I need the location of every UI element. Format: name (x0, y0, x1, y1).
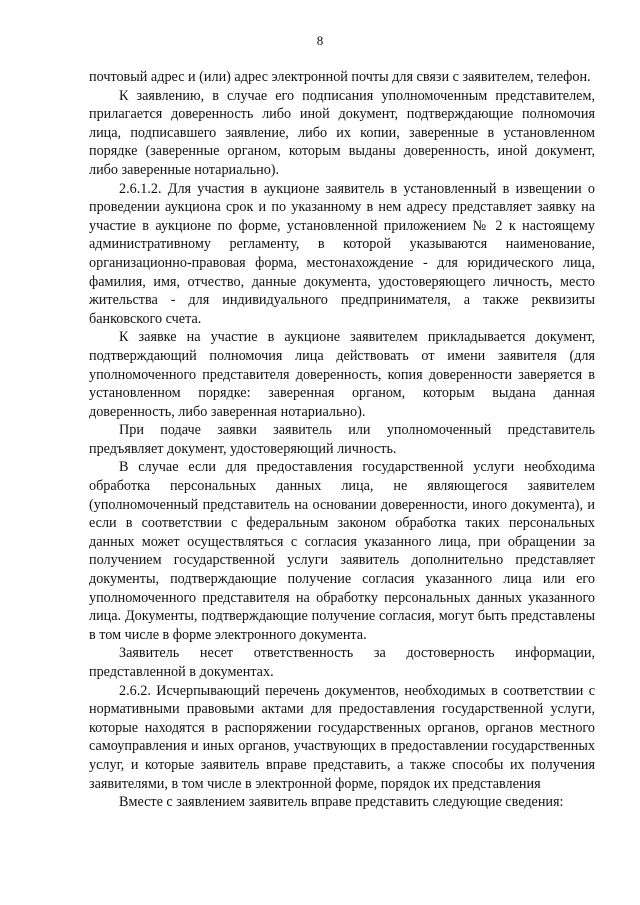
paragraph-responsibility: Заявитель несет ответственность за достоверность информации, представленной в документах. (89, 645, 595, 680)
page-number: 8 (316, 33, 324, 48)
paragraph-contact-info: почтовый адрес и (или) адрес электронной почты для связи с заявителем, телефон. (89, 69, 591, 85)
paragraph-auction-application: 2.6.1.2. Для участия в аукционе заявитель в установленный в извещении о проведении аукциона срок и по указанному в нем адресу представляет заявку на участие в аукционе по форме, установленной приложением № 2 к настоящему административному регламенту, в которой указываются наименование, организационно-правовая форма, местонахождение - для юридического лица, фамилия, имя, отчество, данные документа, удостоверяющего личность, место жительства - для индивидуального предпринимателя, а также реквизиты банковского счета. (89, 180, 595, 327)
document-body (89, 68, 595, 812)
paragraph-application-attachment: К заявке на участие в аукционе заявителем прикладывается документ, подтверждающий полномочия лица действовать от имени заявителя (для уполномоченного представителя доверенность, копия доверенности заверяется в установленном порядке: заверенная органом, которым выдана данная доверенность, либо заверенная нотариально). (89, 329, 595, 420)
paragraph-identity-document: При подаче заявки заявитель или уполномоченный представитель предъявляет документ, удостоверяющий личность. (89, 422, 595, 457)
paragraph-additional-info: Вместе с заявлением заявитель вправе представить следующие сведения: (119, 794, 564, 811)
paragraph-personal-data: В случае если для предоставления государственной услуги необходима обработка персональных данных лица, не являющегося заявителем (уполномоченный представитель на основании доверенности, иного документа), и если в соответствии с федеральным законом обработка таких персональных данных может осуществляться с согласия указанного лица, при обращении за получением государственной услуги заявитель дополнительно представляет документы, подтверждающие получение согласия указанного лица или его уполномоченного представителя на обработку персональных данных указанного лица. Документы, подтверждающие получение согласия, могут быть представлены в том числе в форме электронного документа. (89, 459, 595, 643)
paragraph-power-of-attorney: К заявлению, в случае его подписания уполномоченным представителем, прилагается доверенность либо иной документ, подтверждающие полномочия лица, подписавшего заявление, либо их копии, заверенные в установленном порядке (заверенные органом, которым выданы доверенность, иной документ, либо заверенные нотариально). (89, 87, 595, 178)
paragraph-section-2-6-2: 2.6.2. Исчерпывающий перечень документов, необходимых в соответствии с нормативными правовыми актами для предоставления государственной услуги, которые находятся в распоряжении государственных органов, органов местного самоуправления и иных органов, участвующих в предоставлении государственных услуг, и которые заявитель вправе представить, а также способы их получения заявителями, в том числе в электронной форме, порядок их представления (89, 682, 595, 792)
